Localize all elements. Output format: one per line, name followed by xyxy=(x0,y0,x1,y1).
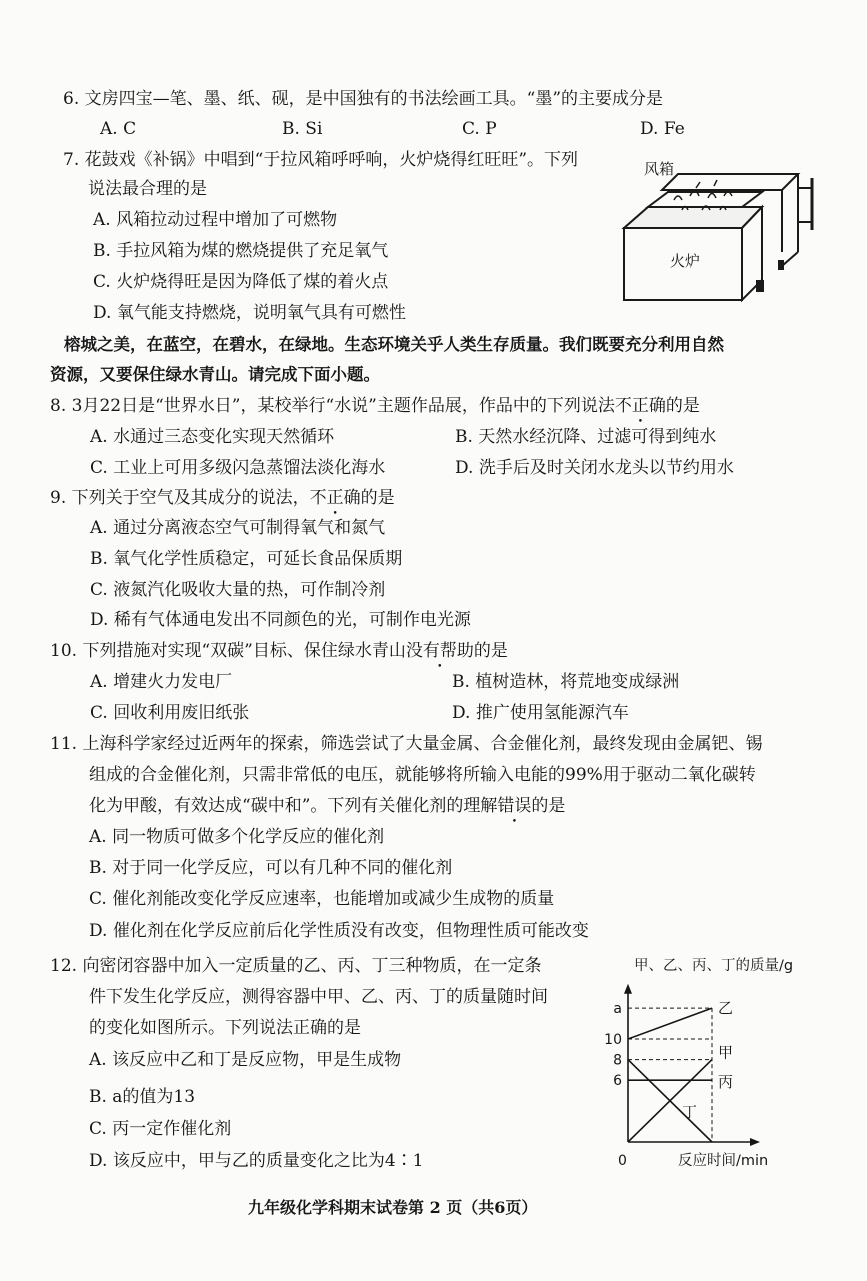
q7-option-c: C. 火炉烧得旺是因为降低了煤的着火点 xyxy=(93,272,389,292)
chart-origin-label: 0 xyxy=(618,1153,627,1169)
q11-stem-line3: 化为甲酸，有效达成“碳中和”。下列有关催化剂的理解错误的是 xyxy=(89,796,566,816)
y-tick-label: 10 xyxy=(604,1032,622,1048)
q11-option-b: B. 对于同一化学反应，可以有几种不同的催化剂 xyxy=(89,858,453,878)
series-label-丁: 丁 xyxy=(682,1103,698,1122)
q8-option-a: A. 水通过三态变化实现天然循环 xyxy=(90,427,335,447)
q11-option-c: C. 催化剂能改变化学反应速率，也能增加或减少生成物的质量 xyxy=(89,889,555,909)
q11-stem-line2: 组成的合金催化剂，只需非常低的电压，就能够将所输入电能的99%用于驱动二氧化碳转 xyxy=(89,765,756,785)
q12-option-b: B. a的值为13 xyxy=(89,1087,196,1107)
q8-stem: 8. 3月22日是“世界水日”，某校举行“水说”主题作品展，作品中的下列说法不正确的是 xyxy=(50,396,700,416)
q7-stem-line2: 说法最合理的是 xyxy=(88,179,207,199)
q11-emphasis: 错误 xyxy=(497,796,532,816)
q7-stem-line1: 7. 花鼓戏《补锅》中唱到“于拉风箱呼呼响，火炉烧得红旺旺”。下列 xyxy=(63,150,579,170)
q10-emphasis: 没有帮助 xyxy=(405,641,474,661)
q8-emphasis: 不正确 xyxy=(614,396,666,416)
q12-option-a: A. 该反应中乙和丁是反应物，甲是生成物 xyxy=(89,1050,402,1070)
bellows-handle xyxy=(798,178,812,230)
q6-option-a: A. C xyxy=(100,119,137,139)
q11-stem-line1: 11. 上海科学家经过近两年的探索，筛选尝试了大量金属、合金催化剂，最终发现由金属钯、锡 xyxy=(50,734,763,754)
series-label-甲: 甲 xyxy=(718,1043,734,1062)
q9-option-d: D. 稀有气体通电发出不同颜色的光，可制作电光源 xyxy=(90,610,471,630)
q7-option-a: A. 风箱拉动过程中增加了可燃物 xyxy=(93,210,338,230)
q12-option-c: C. 丙一定作催化剂 xyxy=(89,1119,232,1139)
q10-option-a: A. 增建火力发电厂 xyxy=(90,672,233,692)
q10-stem: 10. 下列措施对实现“双碳”目标、保住绿水青山没有帮助的是 xyxy=(50,641,508,661)
q12-stem-line2: 件下发生化学反应，测得容器中甲、乙、丙、丁的质量随时间 xyxy=(89,987,548,1007)
q9-option-c: C. 液氮汽化吸收大量的热，可作制冷剂 xyxy=(90,580,386,600)
q11-option-d: D. 催化剂在化学反应前后化学性质没有改变，但物理性质可能改变 xyxy=(89,921,589,941)
q12-stem-line3: 的变化如图所示。下列说法正确的是 xyxy=(89,1018,361,1038)
q6-stem: 6. 文房四宝—笔、墨、纸、砚，是中国独有的书法绘画工具。“墨”的主要成分是 xyxy=(63,89,664,109)
page-footer: 九年级化学科期末试卷第 2 页（共6页） xyxy=(248,1198,538,1217)
passage-line2: 资源，又要保住绿水青山。请完成下面小题。 xyxy=(50,365,380,384)
q9-option-a: A. 通过分离液态空气可制得氧气和氮气 xyxy=(90,518,386,538)
q12-stem-line1: 12. 向密闭容器中加入一定质量的乙、丙、丁三种物质，在一定条 xyxy=(50,956,542,976)
q8-option-d: D. 洗手后及时关闭水龙头以节约用水 xyxy=(455,458,734,478)
y-tick-label: 6 xyxy=(613,1073,622,1090)
q7-option-d: D. 氧气能支持燃烧，说明氧气具有可燃性 xyxy=(93,303,406,323)
bellows-label: 风箱 xyxy=(644,160,675,178)
q11-option-a: A. 同一物质可做多个化学反应的催化剂 xyxy=(89,827,385,847)
x-axis-arrow xyxy=(750,1138,760,1146)
furnace-box xyxy=(624,192,762,300)
bellows-furnace-figure xyxy=(612,152,822,322)
q9-emphasis: 不正确 xyxy=(309,488,361,508)
q12-option-d: D. 该反应中，甲与乙的质量变化之比为4∶1 xyxy=(89,1151,424,1171)
y-axis-arrow xyxy=(624,984,632,994)
q10-option-d: D. 推广使用氢能源汽车 xyxy=(452,703,629,723)
furnace-label: 火炉 xyxy=(670,252,701,270)
q9-option-b: B. 氧气化学性质稳定，可延长食品保质期 xyxy=(90,549,403,569)
y-tick-label: a xyxy=(613,1001,622,1018)
q6-option-c: C. P xyxy=(462,119,497,139)
passage-line1: 榕城之美，在蓝空，在碧水，在绿地。生态环境关乎人类生存质量。我们既要充分利用自然 xyxy=(64,335,724,354)
q6-option-d: D. Fe xyxy=(640,119,685,139)
series-label-丙: 丙 xyxy=(718,1073,734,1092)
q9-stem: 9. 下列关于空气及其成分的说法，不正确的是 xyxy=(50,488,395,508)
series-label-乙: 乙 xyxy=(718,999,734,1018)
series-line-乙 xyxy=(628,1008,712,1039)
y-tick-label: 8 xyxy=(613,1052,622,1069)
q10-option-c: C. 回收利用废旧纸张 xyxy=(90,703,250,723)
q8-option-c: C. 工业上可用多级闪急蒸馏法淡化海水 xyxy=(90,458,386,478)
chart-ylabel: 甲、乙、丙、丁的质量/g xyxy=(634,958,794,974)
chart-xlabel: 反应时间/min xyxy=(678,1153,769,1169)
q7-option-b: B. 手拉风箱为煤的燃烧提供了充足氧气 xyxy=(93,241,389,261)
q6-option-b: B. Si xyxy=(282,119,323,139)
q10-option-b: B. 植树造林，将荒地变成绿洲 xyxy=(452,672,680,692)
mass-time-chart xyxy=(596,950,811,1176)
q8-option-b: B. 天然水经沉降、过滤可得到纯水 xyxy=(455,427,717,447)
